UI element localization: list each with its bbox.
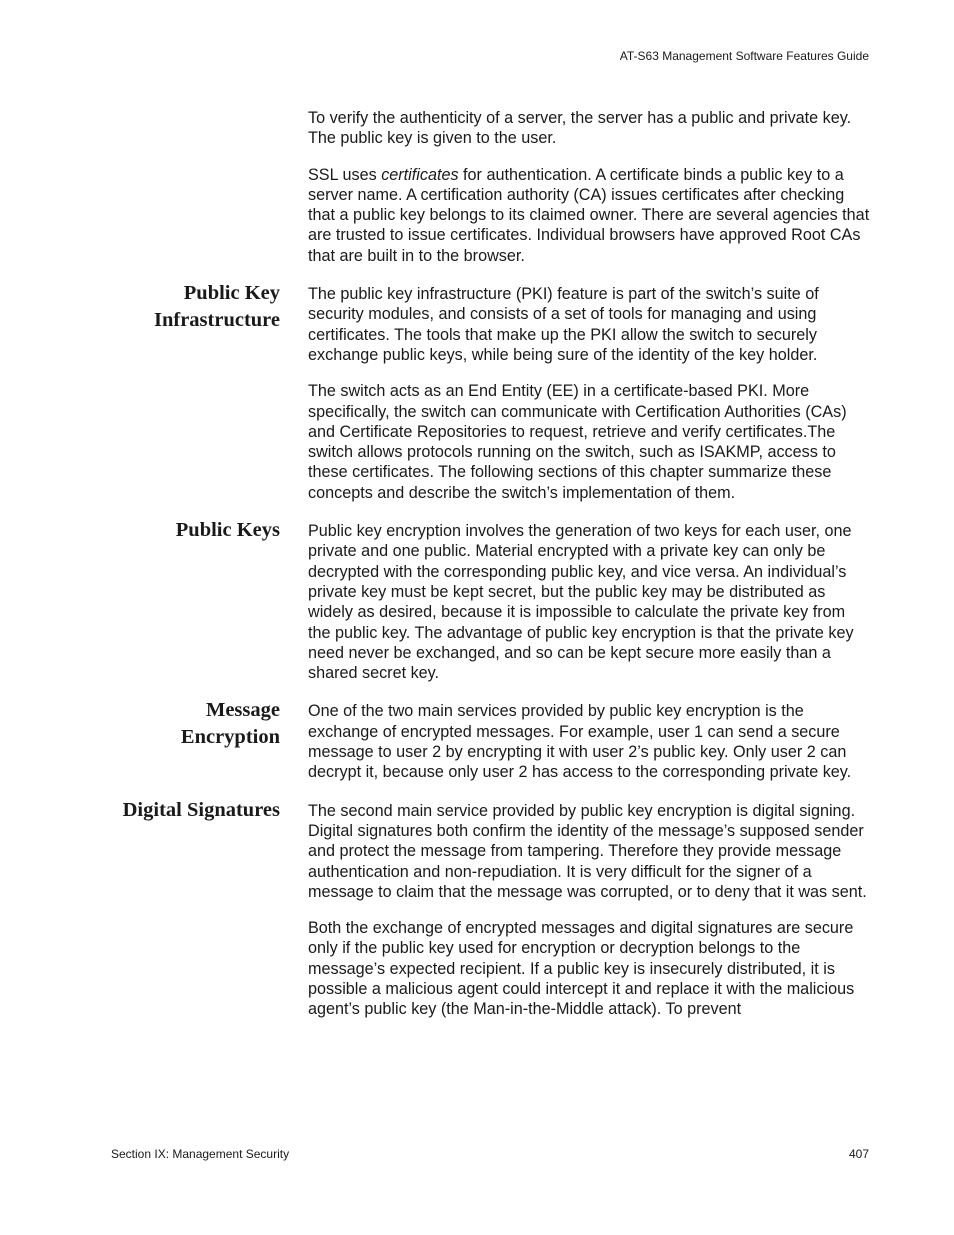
section-heading (60, 280, 280, 334)
heading-line: Encryption (180, 726, 280, 749)
section-heading (60, 517, 280, 544)
page-content (0, 108, 954, 1036)
section-message-encryption (0, 701, 954, 782)
section-heading (60, 797, 280, 824)
heading-line: Message (205, 699, 280, 722)
section-public-keys (0, 521, 954, 683)
section-digital-signatures (0, 798, 954, 1020)
intro-paragraph (308, 165, 870, 266)
section-public-key-infrastructure (0, 284, 954, 503)
body-paragraph: The second main service provided by public key encryption is digital signing. Digital signatures both confirm the identity of the message’s supposed sender and protect the message from tampering. Therefore they provide message authentication and non-repudiation. It is very difficult for the signer of a message to claim that the message was corrupted, or to deny that it was sent. (308, 801, 867, 901)
footer-section-label: Section IX: Management Security (111, 1147, 290, 1161)
running-header: AT-S63 Management Software Features Guide (619, 49, 869, 63)
heading-line: Digital Signatures (122, 798, 280, 821)
emphasis-term: certificates (381, 165, 459, 184)
intro-paragraph: To verify the authenticity of a server, the server has a public and private key. The public key is given to the user. (308, 109, 852, 148)
heading-line: Public Keys (175, 519, 280, 542)
section-heading (60, 697, 280, 751)
heading-line: Infrastructure (153, 309, 280, 332)
page-footer (111, 1147, 869, 1161)
heading-line: Public Key (183, 282, 280, 305)
page-number: 407 (848, 1147, 869, 1161)
body-paragraph: The public key infrastructure (PKI) feature is part of the switch’s suite of security modules, and consists of a set of tools for managing and using certificates. The tools that make up the PKI allow the switch to securely exchange public keys, while being sure of the identity of the key holder. (308, 285, 819, 364)
body-paragraph: Public key encryption involves the generation of two keys for each user, one private and one public. Material encrypted with a private key can only be decrypted with the corresponding public key, and vice versa. An individual’s private key must be kept secret, but the public key may be distributed as widely as desired, because it is impossible to calculate the private key from the public key. The advantage of public key encryption is that the private key need never be exchanged, and so can be kept secure more easily than a shared secret key. (308, 522, 854, 683)
body-paragraph: Both the exchange of encrypted messages and digital signatures are secure only if the public key used for encryption or decryption belongs to the message’s expected recipient. If a public key is insecurely distributed, it is possible a malicious agent could intercept it and replace it with the malicious agent’s public key (the Man-in-the-Middle attack). To prevent (308, 919, 855, 1019)
text-run: SSL uses (308, 165, 382, 184)
body-paragraph: One of the two main services provided by public key encryption is the exchange of encrypted messages. For example, user 1 can send a secure message to user 2 by encrypting it with user 2’s public key. Only user 2 can decrypt it, because only user 2 has access to the corresponding private key. (308, 702, 852, 782)
text-run: for authentication. A certificate binds a public key to a server name. A certification authority (CA) issues certificates after checking that a public key belongs to its claimed owner. There are several agencies that are trusted to issue certificates. Individual browsers have approved Root CAs that are built in to the browser. (308, 165, 870, 265)
body-paragraph: The switch acts as an End Entity (EE) in a certificate-based PKI. More specifically, the switch can communicate with Certification Authorities (CAs) and Certificate Repositories to request, retrieve and verify certificates.The switch allows protocols running on the switch, such as ISAKMP, access to these certificates. The following sections of this chapter summarize these concepts and describe the switch’s implementation of them. (308, 382, 847, 502)
